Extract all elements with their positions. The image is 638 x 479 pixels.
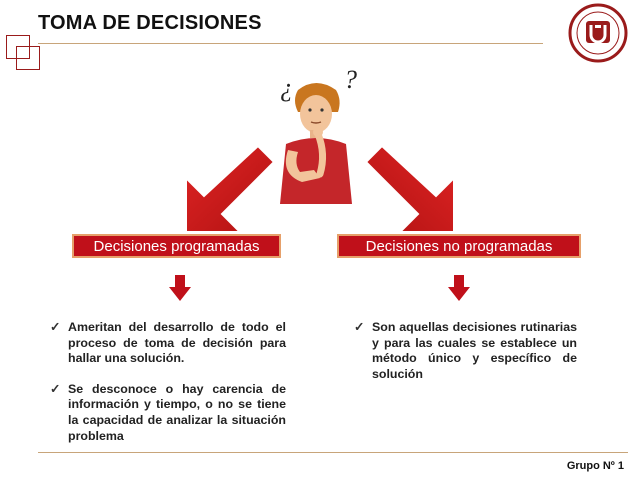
left-down-arrow <box>169 275 191 301</box>
label-unprogrammed-decisions: Decisiones no programadas <box>337 234 581 258</box>
university-logo <box>568 3 628 63</box>
right-down-arrow <box>448 275 470 301</box>
page-title: TOMA DE DECISIONES <box>38 12 262 34</box>
checkmark-icon: ✓ <box>354 320 365 334</box>
list-item <box>354 320 577 382</box>
question-mark-open: ¿ <box>280 73 293 102</box>
left-diagonal-arrow <box>178 140 278 236</box>
question-mark-close: ? <box>344 65 357 94</box>
bullet-text: Se desconoce o hay carencia de información y tiempo, o no se tiene la capacidad de analizar la situación problema <box>68 381 286 443</box>
left-bullet-list <box>50 320 286 459</box>
footer-group-label: Grupo Nº 1 <box>566 460 624 472</box>
list-item <box>50 320 286 367</box>
checkmark-icon: ✓ <box>50 320 61 334</box>
title-underline <box>38 43 543 44</box>
list-item <box>50 382 286 444</box>
bullet-text: Son aquellas decisiones rutinarias y para las cuales se establece un método único y específico de solución <box>372 320 577 381</box>
bullet-text: Ameritan del desarrollo de todo el proceso de toma de decisión para hallar una solución. <box>68 320 286 366</box>
right-diagonal-arrow <box>362 140 462 236</box>
label-programmed-decisions: Decisiones programadas <box>72 234 281 258</box>
footer-rule <box>38 452 628 453</box>
checkmark-icon: ✓ <box>50 381 61 396</box>
right-bullet-list <box>354 320 577 397</box>
decorative-square-2 <box>16 46 40 70</box>
